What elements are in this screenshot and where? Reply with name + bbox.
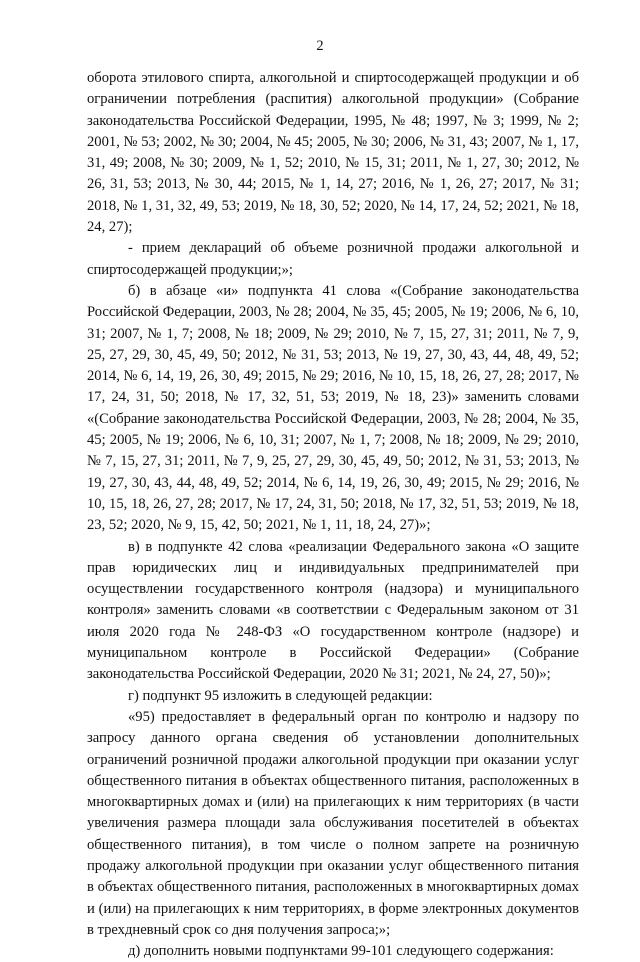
paragraph-4: в) в подпункте 42 слова «реализации Федерального закона «О защите прав юридических лиц и индивидуальных предпринимателей при осуществлении государственного контроля (надзора) и муниципального контроля» заменить словами «в соответствии с Федеральным законом от 31 июля 2020 года № 248-ФЗ «О государственном контроле (надзоре) и муниципальном контроле в Российской Федерации» (Собрание законодательства Российской Федерации, 2020 № 31; 2021, № 24, 27, 50)»;	[87, 538, 579, 683]
document-body	[87, 68, 579, 962]
paragraph-7: д) дополнить новыми подпунктами 99-101 следующего содержания:	[128, 943, 554, 960]
paragraph-3: б) в абзаце «и» подпункта 41 слова «(Собрание законодательства Российской Федерации, 2003, № 28; 2004, № 35, 45; 2005, № 19; 2006, № 6, 10, 31; 2007, № 1, 7; 2008, № 18; 2009, № 29; 2010, № 7, 15, 27, 31; 2011, № 7, 9, 25, 27, 29, 30, 45, 49, 50; 2012, № 31, 53; 2013, № 19, 27, 30, 43, 44, 48, 49, 52; 2014, № 6, 14, 19, 26, 30, 49; 2015, № 29; 2016, № 10, 15, 18, 26, 27, 28; 2017, № 17, 24, 31, 50; 2018, № 17, 32, 51, 53; 2019, № 18, 23)» заменить словами «(Собрание законодательства Российской Федерации, 2003, № 28; 2004, № 35, 45; 2005, № 19; 2006, № 6, 10, 31; 2007, № 1, 7; 2008, № 18; 2009, № 29; 2010, № 7, 15, 27, 31; 2011, № 7, 9, 25, 27, 29, 30, 45, 49, 50; 2012, № 31, 53; 2013, № 19, 27, 30, 43, 44, 48, 49, 52; 2014, № 6, 14, 19, 26, 30, 49; 2015, № 29; 2016, № 10, 15, 18, 26, 27, 28; 2017, № 17, 24, 31, 50; 2018, № 17, 32, 51, 53; 2019, № 18, 23, 52; 2020, № 9, 15, 42, 50; 2021, № 1, 11, 18, 24, 27)»;	[87, 282, 579, 534]
paragraph-5: г) подпункт 95 изложить в следующей редакции:	[128, 687, 433, 704]
paragraph-1: оборота этилового спирта, алкогольной и спиртосодержащей продукции и об ограничении потребления (распития) алкогольной продукции» (Собрание законодательства Российской Федерации, 1995, № 48; 1997, № 3; 1999, № 2; 2001, № 53; 2002, № 30; 2004, № 45; 2005, № 30; 2006, № 31, 43; 2007, № 1, 17, 31, 49; 2008, № 30; 2009, № 1, 52; 2010, № 15, 31; 2011, № 1, 27, 30; 2012, № 26, 31, 53; 2013, № 30, 44; 2015, № 1, 14, 27; 2016, № 1, 26, 27; 2017, № 31; 2018, № 1, 31, 32, 49, 53; 2019, № 18, 30, 52; 2020, № 14, 17, 24, 52; 2021, № 18, 24, 27);	[87, 70, 579, 236]
page-number: 2	[316, 38, 324, 54]
paragraph-6: «95) предоставляет в федеральный орган по контролю и надзору по запросу данного органа сведения об установлении дополнительных ограничений розничной продажи алкогольной продукции при оказании услуг общественного питания в объектах общественного питания, расположенных в многоквартирных домах и (или) на прилегающих к ним территориях (в части увеличения размера площади зала обслуживания посетителей в объектах общественного питания), в том числе о полном запрете на розничную продажу алкогольной продукции при оказании услуг общественного питания в объектах общественного питания, расположенных в многоквартирных домах и (или) на прилегающих к ним территориях, в форме электронных документов в трехдневный срок со дня получения запроса;»;	[87, 708, 579, 938]
paragraph-2: - прием деклараций об объеме розничной продажи алкогольной и спиртосодержащей продукции;»;	[87, 240, 579, 278]
